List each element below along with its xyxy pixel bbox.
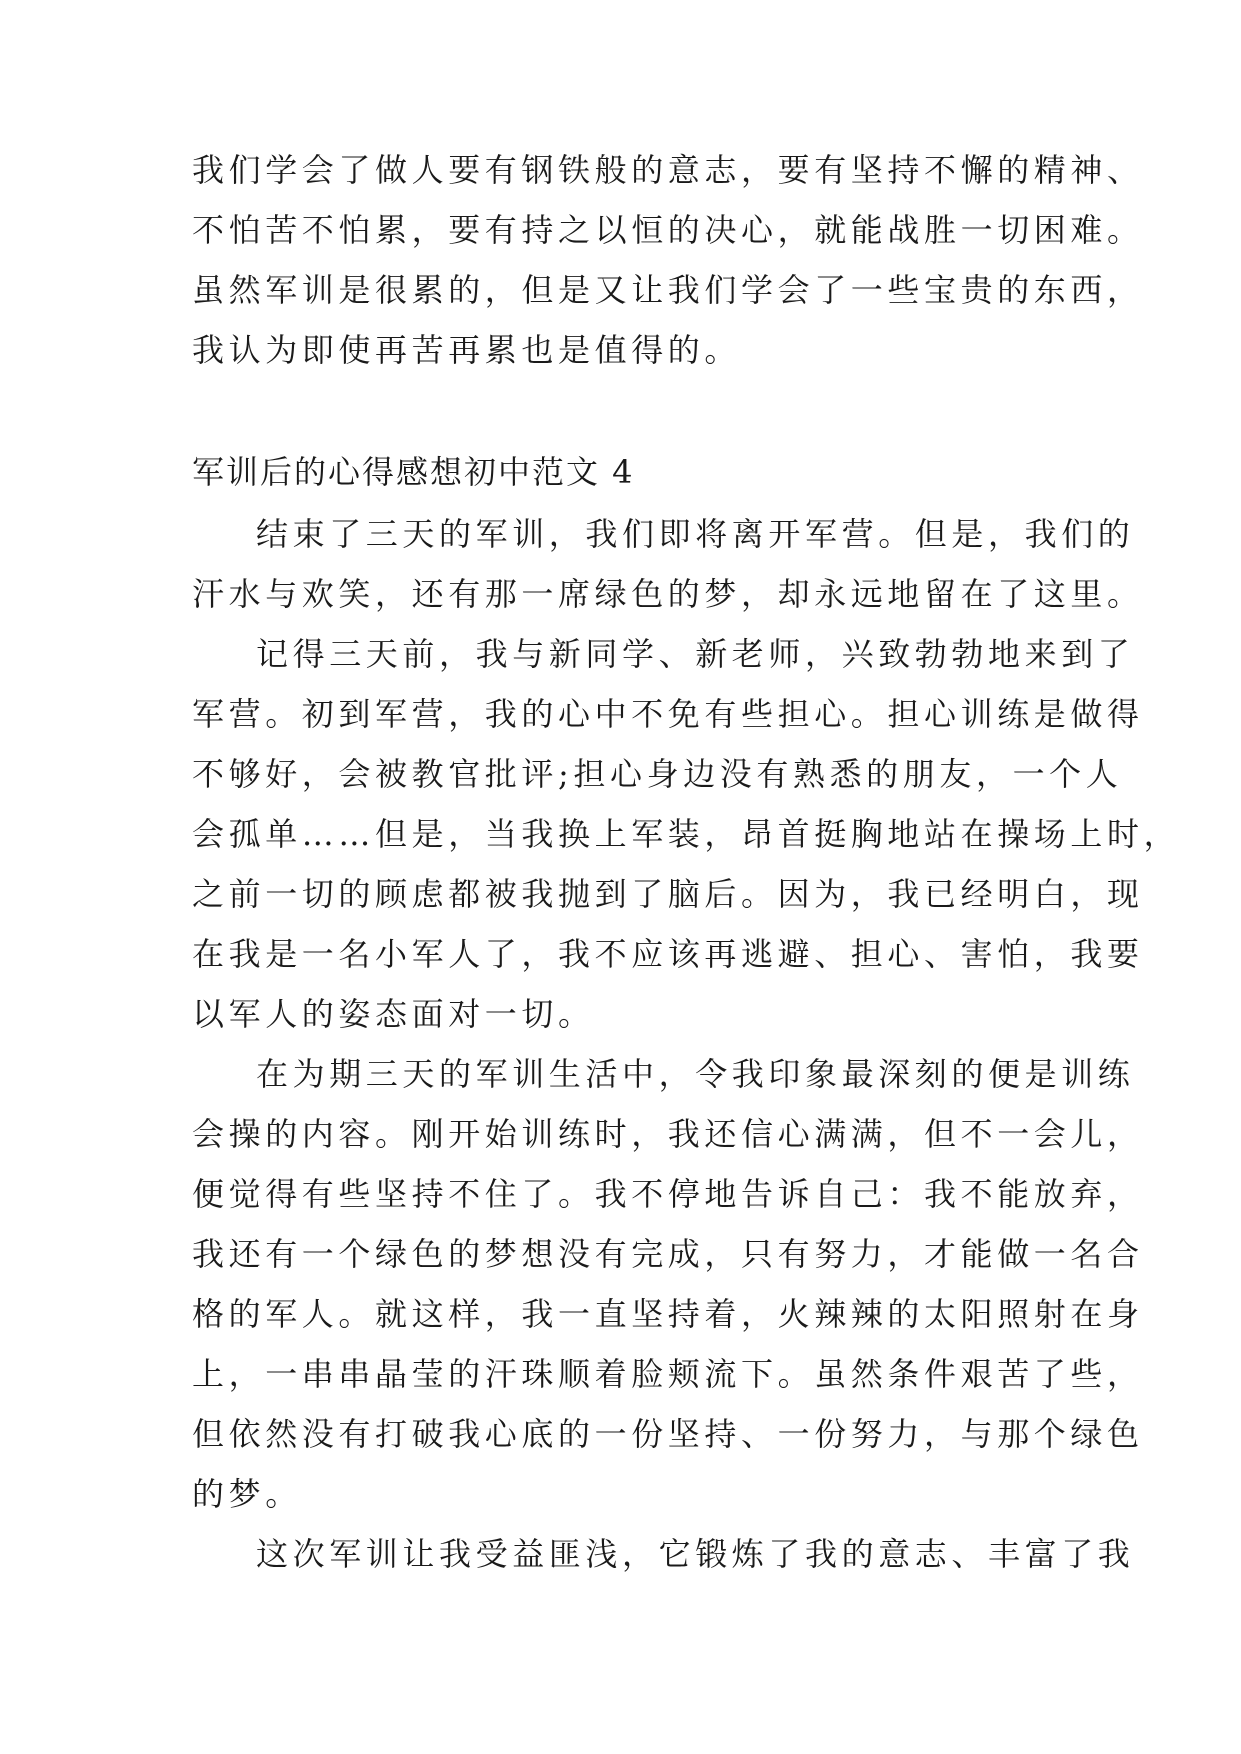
paragraph3-line-2: 会操的内容。刚开始训练时，我还信心满满，但不一会儿， — [192, 1115, 1144, 1153]
paragraph4-line-1: 这次军训让我受益匪浅，它锻炼了我的意志、丰富了我 — [256, 1535, 1135, 1573]
paragraph2-line-5: 之前一切的顾虑都被我抛到了脑后。因为，我已经明白，现 — [192, 875, 1144, 913]
paragraph2-line-4: 会孤单……但是，当我换上军装，昂首挺胸地站在操场上时， — [192, 815, 1181, 853]
paragraph3-line-8: 的梦。 — [192, 1475, 302, 1513]
paragraph2-line-7: 以军人的姿态面对一切。 — [192, 995, 595, 1033]
paragraph1-line-1: 结束了三天的军训，我们即将离开军营。但是，我们的 — [256, 515, 1135, 553]
paragraph3-line-6: 上，一串串晶莹的汗珠顺着脸颊流下。虽然条件艰苦了些， — [192, 1355, 1144, 1393]
paragraph2-line-1: 记得三天前，我与新同学、新老师，兴致勃勃地来到了 — [256, 635, 1135, 673]
paragraph2-line-6: 在我是一名小军人了，我不应该再逃避、担心、害怕，我要 — [192, 935, 1144, 973]
paragraph3-line-5: 格的军人。就这样，我一直坚持着，火辣辣的太阳照射在身 — [192, 1295, 1144, 1333]
section-title: 军训后的心得感想初中范文 4 — [192, 453, 635, 491]
paragraph2-line-3: 不够好，会被教官批评;担心身边没有熟悉的朋友，一个人 — [192, 755, 1123, 793]
paragraph3-line-4: 我还有一个绿色的梦想没有完成，只有努力，才能做一名合 — [192, 1235, 1144, 1273]
paragraph3-line-1: 在为期三天的军训生活中，令我印象最深刻的便是训练 — [256, 1055, 1135, 1093]
paragraph3-line-3: 便觉得有些坚持不住了。我不停地告诉自己：我不能放弃， — [192, 1175, 1144, 1213]
intro-line-4: 我认为即使再苦再累也是值得的。 — [192, 331, 742, 369]
intro-line-1: 我们学会了做人要有钢铁般的意志，要有坚持不懈的精神、 — [192, 151, 1144, 189]
paragraph1-line-2: 汗水与欢笑，还有那一席绿色的梦，却永远地留在了这里。 — [192, 575, 1144, 613]
intro-line-2: 不怕苦不怕累，要有持之以恒的决心，就能战胜一切困难。 — [192, 211, 1144, 249]
paragraph2-line-2: 军营。初到军营，我的心中不免有些担心。担心训练是做得 — [192, 695, 1144, 733]
paragraph3-line-7: 但依然没有打破我心底的一份坚持、一份努力，与那个绿色 — [192, 1415, 1144, 1453]
intro-line-3: 虽然军训是很累的，但是又让我们学会了一些宝贵的东西， — [192, 271, 1144, 309]
